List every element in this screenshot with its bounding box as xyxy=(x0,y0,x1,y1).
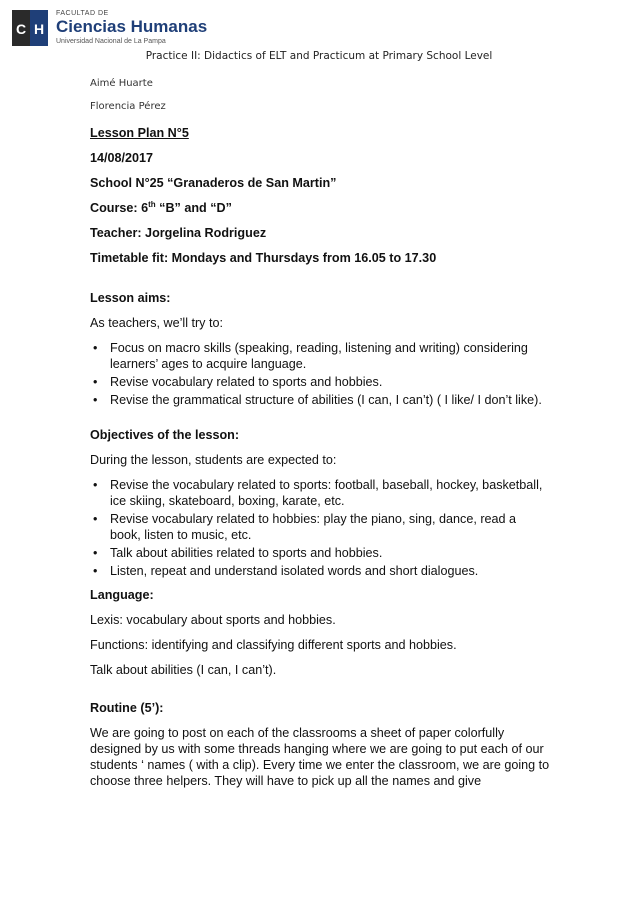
school-name: School N°25 “Granaderos de San Martin” xyxy=(90,176,337,190)
course-line xyxy=(90,200,550,216)
logo-faculty-name: Ciencias Humanas xyxy=(56,17,208,36)
lesson-plan-body xyxy=(90,125,550,789)
teacher-name: Teacher: Jorgelina Rodriguez xyxy=(90,226,267,240)
timetable: Timetable fit: Mondays and Thursdays from 16.05 to 17.30 xyxy=(90,251,437,265)
lesson-plan-title: Lesson Plan N°5 xyxy=(90,126,189,140)
routine-heading: Routine (5’): xyxy=(90,701,164,715)
author-name: Aimé Huarte xyxy=(90,78,153,89)
language-lexis: Lexis: vocabulary about sports and hobbies. xyxy=(90,613,336,627)
aims-intro: As teachers, we’ll try to: xyxy=(90,316,223,330)
objectives-list xyxy=(90,477,550,579)
language-heading: Language: xyxy=(90,588,154,602)
course-superscript: th xyxy=(148,199,156,209)
author-name: Florencia Pérez xyxy=(90,101,166,112)
language-functions: Functions: identifying and classifying different sports and hobbies. xyxy=(90,638,457,652)
aims-heading: Lesson aims: xyxy=(90,291,171,305)
course-label: Course: 6 xyxy=(90,201,149,215)
objectives-heading: Objectives of the lesson: xyxy=(90,428,240,442)
list-item: • Listen, repeat and understand isolated words and short dialogues. xyxy=(90,563,550,579)
lesson-date: 14/08/2017 xyxy=(90,151,154,165)
faculty-logo xyxy=(10,6,220,50)
routine-text: We are going to post on each of the classrooms a sheet of paper colorfully designed by us with some threads hanging where we are going to put each of our students ‘ names ( with a clip). Every time we enter the classroom, we are going to choose three helpers. They will have to pick up all the names and give xyxy=(90,726,550,788)
svg-text:C: C xyxy=(15,21,27,37)
logo-university-name: Universidad Nacional de La Pampa xyxy=(56,38,166,45)
list-item: • Revise vocabulary related to sports and hobbies. xyxy=(90,374,550,390)
language-abilities: Talk about abilities (I can, I can’t). xyxy=(90,663,277,677)
list-item: • Focus on macro skills (speaking, reading, listening and writing) considering learners’ ages to acquire language. xyxy=(90,340,550,372)
list-item: • Revise vocabulary related to hobbies: play the piano, sing, dance, read a book, listen to music, etc. xyxy=(90,511,550,543)
faculty-logo-icon xyxy=(10,6,50,50)
logo-faculty-label: FACULTAD DE xyxy=(56,10,109,17)
list-item: • Revise the grammatical structure of abilities (I can, I can’t) ( I like/ I don’t like). xyxy=(90,392,550,408)
objectives-intro: During the lesson, students are expected to: xyxy=(90,453,337,467)
course-header: Practice II: Didactics of ELT and Practicum at Primary School Level xyxy=(145,50,493,62)
course-groups: “B” and “D” xyxy=(155,201,232,215)
list-item: • Revise the vocabulary related to sports: football, baseball, hockey, basketball, ice skiing, skateboard, boxing, karate, etc. xyxy=(90,477,550,509)
list-item: • Talk about abilities related to sports and hobbies. xyxy=(90,545,550,561)
aims-list xyxy=(90,340,550,408)
svg-text:H: H xyxy=(33,21,45,37)
